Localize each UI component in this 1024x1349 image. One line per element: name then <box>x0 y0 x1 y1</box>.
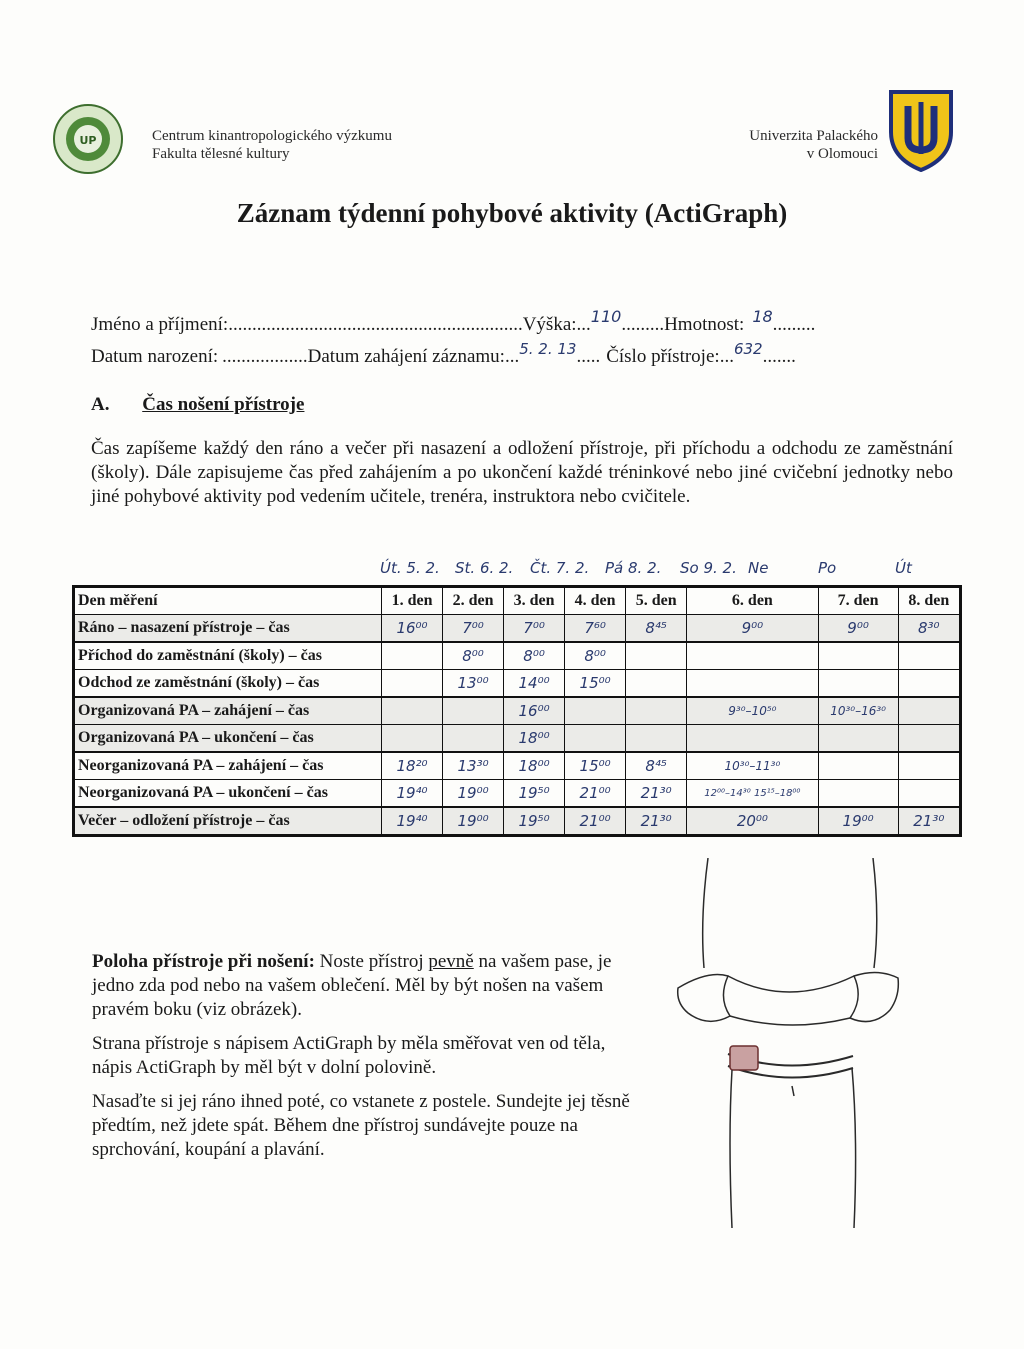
device-value: 632 <box>733 340 763 358</box>
time-cell: 14⁰⁰ <box>504 670 565 698</box>
day-header: 3. den <box>504 587 565 615</box>
weight-value: 18 <box>752 307 773 326</box>
time-cell <box>626 670 687 698</box>
time-cell: 19⁵⁰ <box>504 807 565 836</box>
day-header: 6. den <box>687 587 818 615</box>
time-cell <box>565 725 626 753</box>
day-header: 5. den <box>626 587 687 615</box>
hw-day-1: Út. 5. 2. <box>380 559 440 577</box>
hw-day-5: So 9. 2. <box>680 559 737 577</box>
height-value: 110 <box>590 307 622 326</box>
time-cell <box>818 725 898 753</box>
time-cell: 19⁴⁰ <box>382 807 443 836</box>
time-cell: 16⁰⁰ <box>382 615 443 643</box>
row-label: Organizovaná PA – ukončení – čas <box>74 725 382 753</box>
section-a-title: Čas nošení přístroje <box>142 394 305 415</box>
day-header: 2. den <box>443 587 504 615</box>
time-cell <box>898 725 960 753</box>
form-line-1: Jméno a příjmení:..............................................................Výška:...$^{110}$.........Hmotnost: $^{18}$......... <box>91 307 816 335</box>
time-cell: 21³⁰ <box>898 807 960 836</box>
position-paragraph-1: Poloha přístroje při nošení: Noste přístroj pevně na vašem pase, je jedno zda pod nebo na vašem oblečení. Měl by být nošen na vašem pravém boku (viz obrázek). <box>92 951 612 1020</box>
row-label: Organizovaná PA – zahájení – čas <box>74 697 382 725</box>
header-left <box>152 127 392 163</box>
time-cell: 7⁰⁰ <box>443 615 504 643</box>
section-a-paragraph: Čas zapíšeme každý den ráno a večer při nasazení a odložení přístroje, při příchodu a odchodu ze zaměstnání (školy). Dále zapisujeme čas před zahájením a po ukončení každé tréninkové nebo jiné cvičební jednotky nebo jiné pohybové aktivity pod vedením učitele, trenéra, instruktora nebo cvičitele. <box>91 438 953 507</box>
time-cell: 15⁰⁰ <box>565 752 626 780</box>
time-cell: 19⁴⁰ <box>382 780 443 808</box>
table-header-row <box>74 587 961 615</box>
device-label: Číslo přístroje: <box>606 346 720 367</box>
name-label: Jméno a příjmení: <box>91 314 229 335</box>
time-cell <box>382 642 443 670</box>
position-paragraph-2: Strana přístroje s nápisem ActiGraph by měla směřovat ven od těla, nápis ActiGraph by měl být v dolní polovině. <box>92 1033 606 1078</box>
page-title: Záznam týdenní pohybové aktivity (ActiGraph) <box>236 198 788 228</box>
position-instructions <box>92 950 648 1162</box>
pevne-underlined: pevně <box>428 951 474 972</box>
header-right <box>700 127 878 163</box>
time-cell: 19⁰⁰ <box>443 807 504 836</box>
birth-dots: .................. <box>222 346 308 367</box>
time-cell: 7⁶⁰ <box>565 615 626 643</box>
table-row <box>74 697 961 725</box>
day-header: 8. den <box>898 587 960 615</box>
table-header-label: Den měření <box>74 587 382 615</box>
time-cell <box>818 642 898 670</box>
name-dots: .............................................................. <box>228 314 523 335</box>
time-cell <box>687 670 818 698</box>
start-label: Datum zahájení záznamu: <box>307 346 505 367</box>
header-left-line2: Fakulta tělesné kultury <box>152 146 290 162</box>
start-value: 5. 2. 13 <box>519 340 577 358</box>
faculty-seal-logo <box>52 103 124 175</box>
header-right-line2: v Olomouci <box>806 146 878 162</box>
time-cell <box>382 725 443 753</box>
table-row <box>74 780 961 808</box>
time-cell <box>898 642 960 670</box>
time-cell: 16⁰⁰ <box>504 697 565 725</box>
time-cell: 10³⁰–16³⁰ <box>818 697 898 725</box>
hw-day-7: Po <box>818 559 837 577</box>
hw-day-2: St. 6. 2. <box>455 559 514 577</box>
section-a-heading <box>91 394 304 416</box>
time-cell <box>626 642 687 670</box>
time-cell <box>898 697 960 725</box>
row-label: Večer – odložení přístroje – čas <box>74 807 382 836</box>
time-cell <box>818 752 898 780</box>
time-cell <box>626 697 687 725</box>
time-cell <box>818 780 898 808</box>
time-cell: 19⁰⁰ <box>443 780 504 808</box>
time-cell: 8³⁰ <box>898 615 960 643</box>
time-cell: 13³⁰ <box>443 752 504 780</box>
hw-day-3: Čt. 7. 2. <box>530 559 590 577</box>
time-cell: 19⁵⁰ <box>504 780 565 808</box>
form-line-2: Datum narození: ..................Datum zahájení záznamu:...$^{5. 2. 13}$..... Číslo přístroje:...$^{632}$....... <box>91 340 796 367</box>
time-cell: 21³⁰ <box>626 780 687 808</box>
time-cell <box>687 642 818 670</box>
hw-day-6: Ne <box>748 559 769 577</box>
table-row <box>74 670 961 698</box>
table-row <box>74 752 961 780</box>
svg-text:UP: UP <box>79 134 97 147</box>
time-cell: 13⁰⁰ <box>443 670 504 698</box>
time-cell <box>818 670 898 698</box>
time-cell: 10³⁰–11³⁰ <box>687 752 818 780</box>
day-header: 7. den <box>818 587 898 615</box>
time-cell: 18⁰⁰ <box>504 725 565 753</box>
time-cell: 8⁰⁰ <box>565 642 626 670</box>
time-cell: 8⁴⁵ <box>626 615 687 643</box>
time-cell <box>898 752 960 780</box>
time-cell: 9⁰⁰ <box>687 615 818 643</box>
birth-label: Datum narození: <box>91 346 219 367</box>
time-cell <box>443 725 504 753</box>
waist-illustration <box>668 858 908 1228</box>
time-cell: 15⁰⁰ <box>565 670 626 698</box>
table-row <box>74 725 961 753</box>
weight-label: Hmotnost: <box>664 314 745 335</box>
time-cell <box>443 697 504 725</box>
time-cell: 12⁰⁰–14³⁰ 15¹⁵–18⁰⁰ <box>687 780 818 808</box>
row-label: Neorganizovaná PA – zahájení – čas <box>74 752 382 780</box>
hw-day-4: Pá 8. 2. <box>605 559 662 577</box>
time-cell: 9⁰⁰ <box>818 615 898 643</box>
time-cell: 8⁰⁰ <box>443 642 504 670</box>
row-label: Příchod do zaměstnání (školy) – čas <box>74 642 382 670</box>
hw-day-8: Út <box>895 559 912 577</box>
position-lead: Poloha přístroje při nošení: <box>92 951 315 972</box>
header-left-line1: Centrum kinantropologického výzkumu <box>152 128 392 144</box>
day-header: 4. den <box>565 587 626 615</box>
row-label: Odchod ze zaměstnání (školy) – čas <box>74 670 382 698</box>
handwritten-day-labels <box>0 559 1024 583</box>
time-cell: 19⁰⁰ <box>818 807 898 836</box>
time-cell: 21⁰⁰ <box>565 780 626 808</box>
university-crest-logo <box>888 88 954 172</box>
position-paragraph-3: Nasaďte si jej ráno ihned poté, co vstanete z postele. Sundejte jej těsně předtím, než jdete spát. Během dne přístroj sundávejte pouze na sprchování, koupání a plavání. <box>92 1091 630 1160</box>
day-header: 1. den <box>382 587 443 615</box>
table-row <box>74 807 961 836</box>
time-cell: 21⁰⁰ <box>565 807 626 836</box>
table-row <box>74 615 961 643</box>
time-cell: 20⁰⁰ <box>687 807 818 836</box>
time-cell: 8⁴⁵ <box>626 752 687 780</box>
time-cell <box>687 725 818 753</box>
time-cell <box>898 780 960 808</box>
time-cell <box>382 670 443 698</box>
time-cell: 18⁰⁰ <box>504 752 565 780</box>
time-cell <box>382 697 443 725</box>
time-cell: 8⁰⁰ <box>504 642 565 670</box>
time-cell: 18²⁰ <box>382 752 443 780</box>
time-cell <box>565 697 626 725</box>
row-label: Neorganizovaná PA – ukončení – čas <box>74 780 382 808</box>
time-cell <box>626 725 687 753</box>
time-cell: 21³⁰ <box>626 807 687 836</box>
time-cell: 9³⁰–10⁵⁰ <box>687 697 818 725</box>
row-label: Ráno – nasazení přístroje – čas <box>74 615 382 643</box>
height-label: Výška: <box>522 314 577 335</box>
table-row <box>74 642 961 670</box>
header-right-line1: Univerzita Palackého <box>749 128 878 144</box>
section-a-letter: A. <box>91 394 110 415</box>
time-cell <box>898 670 960 698</box>
wear-time-table <box>72 585 962 837</box>
time-cell: 7⁰⁰ <box>504 615 565 643</box>
